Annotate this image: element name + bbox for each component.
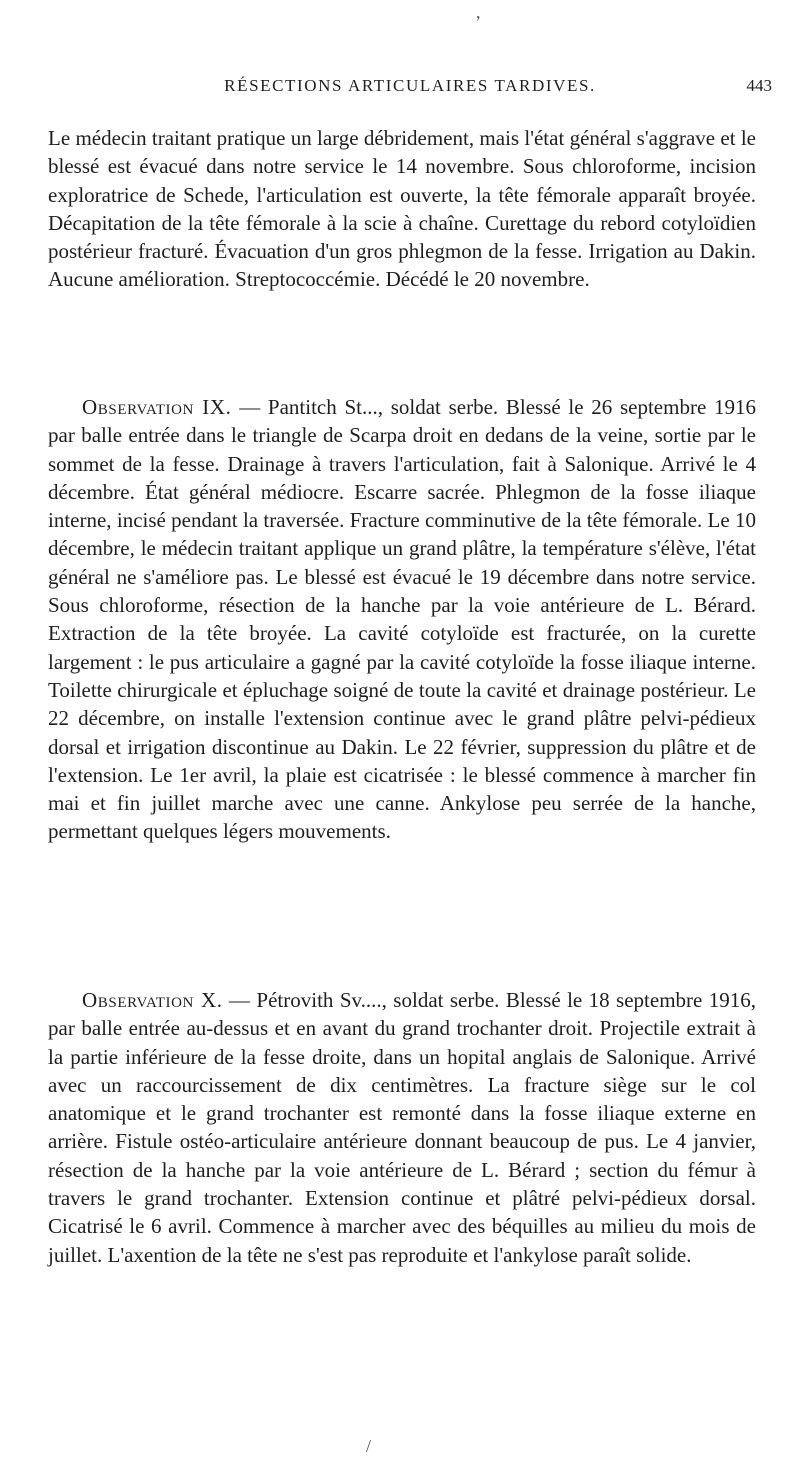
observation-text: — Pantitch St..., soldat serbe. Blessé le 26 septembre 1916 par balle entrée dans le triangle de Scarpa droit en dedans de la veine, sortie par le sommet de la fesse. Drainage à travers l'articulation, fait à Salonique. Arrivé le 4 décembre. État général médiocre. Escarre sacrée. Phlegmon de la fosse iliaque interne, incisé pendant la traversée. Fracture comminutive de la tête fémorale. Le 10 décembre, le médecin traitant applique un grand plâtre, la température s'élève, l'état général ne s'améliore pas. Le blessé est évacué le 19 décembre dans notre service. Sous chloroforme, résection de la hanche par la voie antérieure de L. Bérard. Extraction de la tête broyée. La cavité cotyloïde est fracturée, on la curette largement : le pus articulaire a gagné par la cavité cotyloïde la fosse iliaque interne. Toilette chirurgicale et épluchage soigné de toute la cavité et drainage postérieur. Le 22 décembre, on installe l'extension continue avec le grand plâtre pelvi-pédieux dorsal et irrigation discontinue au Dakin. Le 22 février, suppression du plâtre et de l'extension. Le 1er avril, la plaie est cicatrisée : le blessé commence à marcher fin mai et fin juillet marche avec une canne. Ankylose peu serrée de la hanche, permettant quelques légers mouvements.: [48, 395, 756, 844]
observation-ix: [48, 393, 756, 846]
running-title: RÉSECTIONS ARTICULAIRES TARDIVES.: [224, 76, 596, 95]
observation-heading: Observation X.: [82, 988, 223, 1012]
observation-text: — Pétrovith Sv...., soldat serbe. Blessé le 18 septembre 1916, par balle entrée au-dessus et en avant du grand trochanter droit. Projectile extrait à la partie inférieure de la fesse droite, dans un hopital anglais de Salonique. Arrivé avec un raccourcissement de dix centimètres. La fracture siège sur le col anatomique et le grand trochanter est remonté dans la fosse iliaque externe en arrière. Fistule ostéo-articulaire antérieure donnant beaucoup de pus. Le 4 janvier, résection de la hanche par la voie antérieure de L. Bérard ; section du fémur à travers le grand trochanter. Extension continue et plâtré pelvi-pédieux dorsal. Cicatrisé le 6 avril. Commence à marcher avec des béquilles au milieu du mois de juillet. L'axention de la tête ne s'est pas reproduite et l'ankylose paraît solide.: [48, 988, 757, 1267]
paragraph-text: Le médecin traitant pratique un large débridement, mais l'état général s'aggrave et le blessé est évacué dans notre service le 14 novembre. Sous chloroforme, incision exploratrice de Schede, l'articulation est ouverte, la tête fémorale apparaît broyée. Décapitation de la tête fémorale à la scie à chaîne. Curettage du rebord cotyloïdien postérieur fracturé. Évacuation d'un gros phlegmon de la fesse. Irrigation au Dakin. Aucune amélioration. Streptococcémie. Décédé le 20 novembre.: [48, 126, 756, 292]
observation-heading: Observation IX.: [82, 395, 232, 419]
scan-speck: /: [366, 1436, 372, 1456]
paragraph-continuation: [48, 124, 756, 294]
scan-speck: ,: [476, 2, 481, 22]
page-header: [48, 76, 772, 106]
observation-x: [48, 986, 756, 1269]
page-number: 443: [746, 76, 772, 95]
